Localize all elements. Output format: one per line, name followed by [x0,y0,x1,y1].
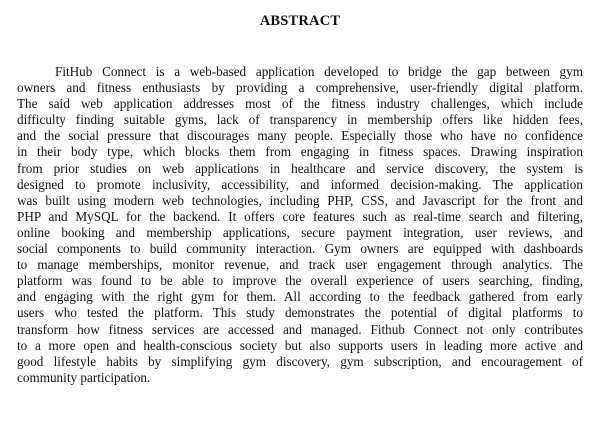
paragraph-line: was built using modern web technologies, including PHP, CSS, and Javascript for the front and [17,192,583,208]
paragraph-line: designed to promote inclusivity, accessibility, and informed decision-making. The application [17,176,583,192]
paragraph-line: platform was found to be able to improve the overall experience of users searching, finding, [17,273,583,289]
paragraph-line: and engaging with the right gym for them. All according to the feedback gathered from early [17,289,583,305]
paragraph-line: online booking and membership applications, secure payment integration, user reviews, and [17,224,583,240]
paragraph-line: The said web application addresses most of the fitness industry challenges, which include [17,96,583,112]
paragraph-line: community participation. [17,369,151,385]
paragraph-line: good lifestyle habits by simplifying gym discovery, gym subscription, and encouragement of [17,353,583,369]
paragraph-line: transform how fitness services are accessed and managed. Fithub Connect not only contributes [17,321,583,337]
abstract-heading: ABSTRACT [259,13,341,29]
paragraph-line: to a more open and health-conscious society but also supports users in leading more active and [17,337,583,353]
paragraph-line: and the social pressure that discourages many people. Especially those who have no confidence [17,128,583,144]
paragraph-line: to manage memberships, monitor revenue, and track user engagement through analytics. The [17,257,583,273]
paragraph-line: PHP and MySQL for the backend. It offers core features such as real-time search and filtering, [17,208,583,224]
abstract-paragraph [17,64,583,386]
paragraph-line: from prior studies on web applications in healthcare and service discovery, the system is [17,160,583,176]
paragraph-line: owners and fitness enthusiasts by providing a comprehensive, user-friendly digital platform. [17,80,583,96]
paragraph-line: FitHub Connect is a web-based application developed to bridge the gap between gym [55,64,583,79]
paragraph-line: in their body type, which blocks them from engaging in fitness spaces. Drawing inspiration [17,144,583,160]
paragraph-line: users who tested the platform. This study demonstrates the potential of digital platforms to [17,305,583,321]
paragraph-line: social components to build community interaction. Gym owners are equipped with dashboards [17,241,583,257]
paragraph-line: difficulty finding suitable gyms, lack of transparency in membership offers like hidden fees, [17,112,583,128]
